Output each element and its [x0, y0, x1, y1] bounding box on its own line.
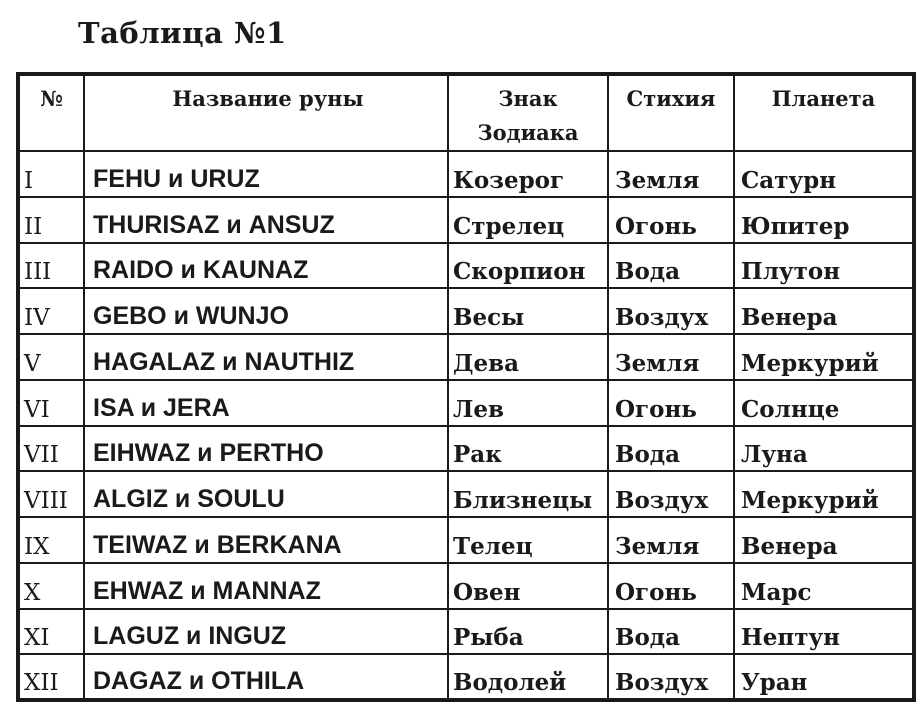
- planet: Венера: [734, 288, 914, 334]
- zodiac-sign: Весы: [448, 288, 608, 334]
- header-planet: Планета: [734, 74, 914, 151]
- table-row: [18, 563, 914, 609]
- zodiac-sign: Близнецы: [448, 471, 608, 517]
- element: Вода: [608, 243, 734, 289]
- header-zodiac-line2: Зодиака: [477, 120, 579, 145]
- zodiac-sign: Овен: [448, 563, 608, 609]
- table-row: [18, 243, 914, 289]
- element: Вода: [608, 426, 734, 472]
- table-row: [18, 654, 914, 700]
- planet: Меркурий: [734, 334, 914, 380]
- rune-name: THURISAZ и ANSUZ: [84, 197, 448, 243]
- header-zodiac-line1: Знак: [498, 86, 558, 111]
- planet: Плутон: [734, 243, 914, 289]
- table-row: [18, 380, 914, 426]
- rune-name: EIHWAZ и PERTHO: [84, 426, 448, 472]
- row-number: V: [18, 334, 84, 380]
- zodiac-sign: Скорпион: [448, 243, 608, 289]
- element: Огонь: [608, 563, 734, 609]
- row-number: I: [18, 151, 84, 197]
- table-row: [18, 471, 914, 517]
- row-number: VI: [18, 380, 84, 426]
- row-number: III: [18, 243, 84, 289]
- rune-name: HAGALAZ и NAUTHIZ: [84, 334, 448, 380]
- rune-name: FEHU и URUZ: [84, 151, 448, 197]
- table-row: [18, 426, 914, 472]
- row-number: XII: [18, 654, 84, 700]
- table-body: [18, 151, 914, 700]
- planet: Юпитер: [734, 197, 914, 243]
- header-num: №: [18, 74, 84, 151]
- row-number: VII: [18, 426, 84, 472]
- element: Огонь: [608, 380, 734, 426]
- header-rune-name: Название руны: [84, 74, 448, 151]
- table-header-row: [18, 74, 914, 151]
- zodiac-sign: Стрелец: [448, 197, 608, 243]
- table-row: [18, 609, 914, 655]
- zodiac-sign: Рак: [448, 426, 608, 472]
- rune-name: DAGAZ и OTHILA: [84, 654, 448, 700]
- header-element: Стихия: [608, 74, 734, 151]
- row-number: II: [18, 197, 84, 243]
- planet: Солнце: [734, 380, 914, 426]
- element: Огонь: [608, 197, 734, 243]
- planet: Венера: [734, 517, 914, 563]
- element: Вода: [608, 609, 734, 655]
- element: Воздух: [608, 471, 734, 517]
- table-row: [18, 517, 914, 563]
- row-number: XI: [18, 609, 84, 655]
- row-number: IV: [18, 288, 84, 334]
- planet: Луна: [734, 426, 914, 472]
- rune-name: ISA и JERA: [84, 380, 448, 426]
- element: Земля: [608, 517, 734, 563]
- header-zodiac: [448, 74, 608, 151]
- row-number: X: [18, 563, 84, 609]
- row-number: IX: [18, 517, 84, 563]
- rune-name: GEBO и WUNJO: [84, 288, 448, 334]
- zodiac-sign: Лев: [448, 380, 608, 426]
- zodiac-sign: Козерог: [448, 151, 608, 197]
- zodiac-sign: Дева: [448, 334, 608, 380]
- planet: Марс: [734, 563, 914, 609]
- planet: Меркурий: [734, 471, 914, 517]
- zodiac-sign: Телец: [448, 517, 608, 563]
- element: Земля: [608, 334, 734, 380]
- element: Воздух: [608, 288, 734, 334]
- rune-table: [16, 72, 916, 702]
- element: Земля: [608, 151, 734, 197]
- table-row: [18, 334, 914, 380]
- table-row: [18, 197, 914, 243]
- table-row: [18, 288, 914, 334]
- table-row: [18, 151, 914, 197]
- rune-name: ALGIZ и SOULU: [84, 471, 448, 517]
- page-title: Таблица №1: [78, 16, 287, 50]
- element: Воздух: [608, 654, 734, 700]
- row-number: VIII: [18, 471, 84, 517]
- rune-name: LAGUZ и INGUZ: [84, 609, 448, 655]
- rune-name: RAIDO и KAUNAZ: [84, 243, 448, 289]
- zodiac-sign: Водолей: [448, 654, 608, 700]
- planet: Нептун: [734, 609, 914, 655]
- rune-name: EHWAZ и MANNAZ: [84, 563, 448, 609]
- planet: Сатурн: [734, 151, 914, 197]
- zodiac-sign: Рыба: [448, 609, 608, 655]
- rune-name: TEIWAZ и BERKANA: [84, 517, 448, 563]
- planet: Уран: [734, 654, 914, 700]
